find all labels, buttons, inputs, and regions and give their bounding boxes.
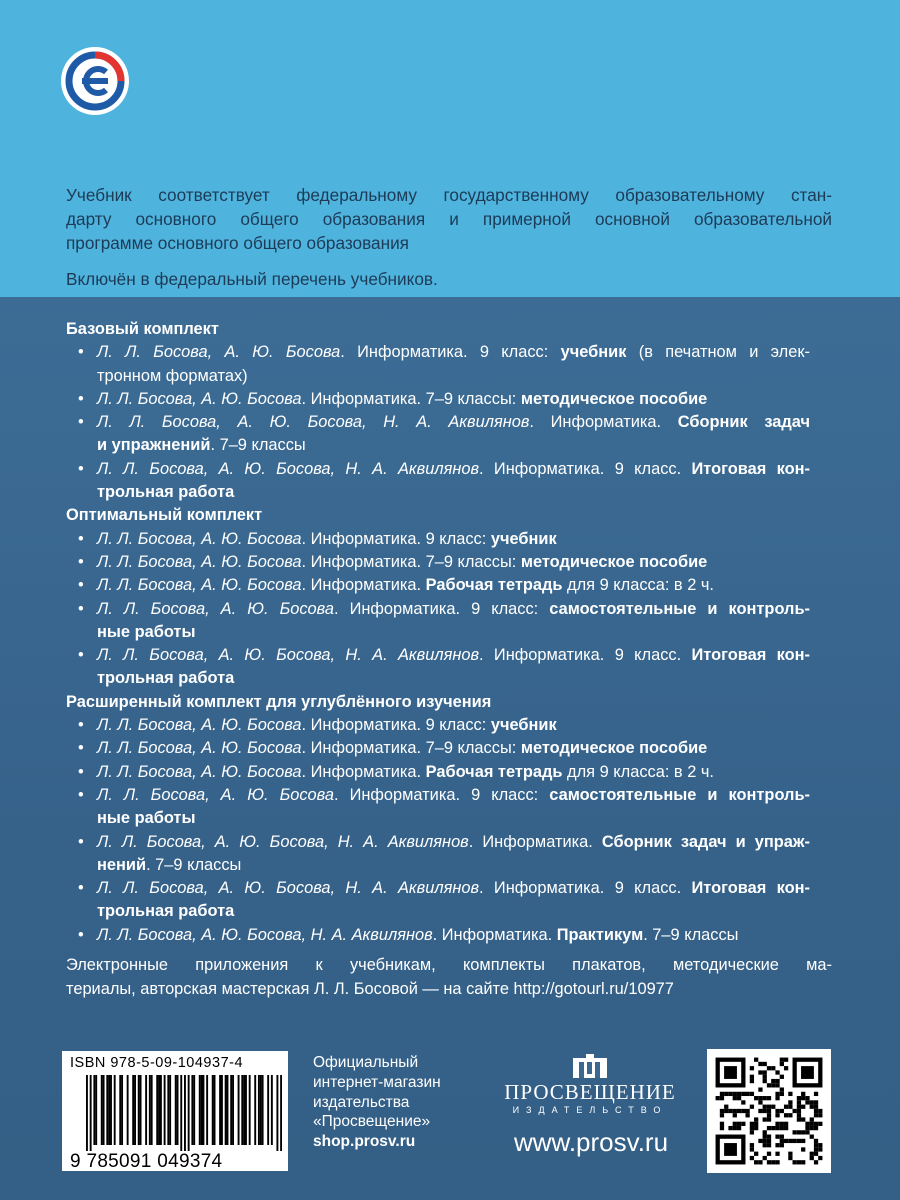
shop-url[interactable]: shop.prosv.ru [313,1133,416,1151]
bullet-icon: • [78,529,84,548]
title-text: . Информатика. 9 класс: [301,529,491,548]
bullet-icon: • [78,785,84,804]
list-item [66,644,810,691]
title-text: . Информатика. 9 класс: [301,716,491,735]
list-item [66,551,810,574]
title-text: . Информатика. 7–9 классы: [301,552,521,571]
authors: Л. Л. Босова, А. Ю. Босова, Н. А. Аквилянов [97,646,480,665]
bullet-icon: • [78,879,84,898]
authors: Л. Л. Босова, А. Ю. Босова [97,599,334,618]
title-continued: . 7–9 классы [146,855,242,874]
title-suffix: . 7–9 классы [643,925,739,944]
product-type-cont: нений [97,855,147,874]
title-suffix: (в печатном и элек- [626,343,810,362]
authors: Л. Л. Босова, А. Ю. Босова [97,576,302,595]
list-item [66,831,810,878]
isbn-number: ISBN 978-5-09-104937-4 [70,1055,244,1071]
standard-statement [66,183,832,291]
title-continued: . 7–9 классы [210,436,306,455]
title-text: . Информатика. 9 класс: [333,599,550,618]
electronic-resources-note [66,953,832,1001]
title-text: . Информатика. 7–9 классы: [301,739,521,758]
list-item [66,341,810,388]
product-type-cont: ные работы [97,809,196,828]
authors: Л. Л. Босова, А. Ю. Босова [97,343,341,362]
shop-line: интернет-магазин [313,1073,441,1091]
kit-lists [66,318,810,947]
title-suffix: для 9 класса: в 2 ч. [562,576,714,595]
list-item [66,411,810,458]
top-band [0,0,900,297]
intro-line: программе основного общего образования [66,233,409,253]
product-type: методическое пособие [520,552,708,571]
bullet-icon: • [78,925,84,944]
title-continued: тронном форматах) [97,366,248,385]
footer-line: териалы, авторская мастерская Л. Л. Босовой — на сайте http://gotourl.ru/10977 [66,980,674,998]
list-item [66,528,810,551]
product-type: Сборник задач и упраж- [601,832,810,851]
publisher-website[interactable]: www.prosv.ru [513,1127,669,1157]
fgos-logo-icon [60,46,130,116]
list-item [66,574,810,597]
authors: Л. Л. Босова, А. Ю. Босова [97,529,302,548]
product-type: Рабочая тетрадь [425,762,563,781]
product-type-cont: трольная работа [97,902,235,921]
authors: Л. Л. Босова, А. Ю. Босова [97,552,302,571]
footer-line: Электронные приложения к учебникам, комплекты плакатов, методические ма- [66,956,832,974]
product-type: учебник [490,716,557,735]
list-item [66,598,810,645]
title-text: . Информатика. [432,925,557,944]
shop-line: издательства [313,1093,410,1111]
title-text: . Информатика. 9 класс. [479,879,692,898]
list-item [66,737,810,760]
list-item [66,924,810,947]
product-type-cont: трольная работа [97,669,235,688]
title-text: . Информатика. 9 класс: [340,343,561,362]
product-type: учебник [490,529,557,548]
bullet-icon: • [78,762,84,781]
bullet-icon: • [78,576,84,595]
bullet-icon: • [78,389,84,408]
kit-section-title: Базовый комплект [66,320,219,338]
intro-line: Учебник соответствует федеральному государственному образовательному стан- [66,185,832,205]
bullet-icon: • [78,413,84,432]
product-type: учебник [560,343,627,362]
list-item [66,761,810,784]
ean-digits: 9 785091 049374 [70,1151,223,1172]
product-type: Итоговая кон- [691,646,810,665]
title-text: . Информатика. 9 класс: [333,785,550,804]
bullet-icon: • [78,599,84,618]
product-type-cont: ные работы [97,622,196,641]
publisher-subtitle: ИЗДАТЕЛЬСТВО [512,1105,668,1115]
shop-line: Официальный [313,1054,419,1071]
bullet-icon: • [78,739,84,758]
title-text: . Информатика. 9 класс. [479,459,692,478]
authors: Л. Л. Босова, А. Ю. Босова [97,739,302,758]
product-type: Итоговая кон- [691,879,810,898]
federal-list-note: Включён в федеральный перечень учебников. [66,269,438,289]
shop-line: «Просвещение» [313,1113,431,1131]
qr-code[interactable] [707,1049,831,1173]
bullet-icon: • [78,716,84,735]
title-text: . Информатика. [301,576,426,595]
product-type: методическое пособие [520,389,708,408]
isbn-barcode [62,1051,288,1171]
title-text: . Информатика. [301,762,426,781]
list-item [66,714,810,737]
authors: Л. Л. Босова, А. Ю. Босова, Н. А. Аквилянов [97,459,480,478]
product-type: методическое пособие [520,739,708,758]
authors: Л. Л. Босова, А. Ю. Босова, Н. А. Аквилянов [97,925,433,944]
bullet-icon: • [78,832,84,851]
authors: Л. Л. Босова, А. Ю. Босова, Н. А. Аквилянов [97,832,469,851]
authors: Л. Л. Босова, А. Ю. Босова [97,716,302,735]
prosveshchenie-logo-icon [573,1054,607,1078]
product-type: Сборник задач [677,413,810,432]
authors: Л. Л. Босова, А. Ю. Босова, Н. А. Аквилянов [97,879,480,898]
authors: Л. Л. Босова, А. Ю. Босова [97,785,334,804]
title-text: . Информатика. 9 класс. [479,646,692,665]
product-type: Практикум [556,925,644,944]
authors: Л. Л. Босова, А. Ю. Босова [97,389,302,408]
product-type-cont: и упражнений [97,436,211,455]
product-type: самостоятельные и контроль- [549,785,810,804]
product-type: Рабочая тетрадь [425,576,563,595]
title-text: . Информатика. 7–9 классы: [301,389,521,408]
intro-line: дарту основного общего образования и примерной основной образовательной [66,209,832,229]
title-suffix: для 9 класса: в 2 ч. [562,762,714,781]
list-item [66,388,810,411]
bullet-icon: • [78,646,84,665]
bullet-icon: • [78,552,84,571]
list-item [66,458,810,505]
product-type: самостоятельные и контроль- [549,599,810,618]
title-text: . Информатика. [529,413,678,432]
product-type: Итоговая кон- [691,459,810,478]
product-type-cont: трольная работа [97,483,235,502]
bullet-icon: • [78,343,84,362]
list-item [66,877,810,924]
title-text: . Информатика. [468,832,602,851]
barcode-bars [86,1075,282,1151]
list-item [66,784,810,831]
bullet-icon: • [78,459,84,478]
authors: Л. Л. Босова, А. Ю. Босова [97,762,302,781]
authors: Л. Л. Босова, А. Ю. Босова, Н. А. Аквилянов [97,413,530,432]
online-shop-info [313,1053,483,1152]
publisher-name: ПРОСВЕЩЕНИЕ [504,1080,676,1104]
kit-section-title: Расширенный комплект для углублённого изучения [66,692,492,711]
kit-section-title: Оптимальный комплект [66,506,263,525]
